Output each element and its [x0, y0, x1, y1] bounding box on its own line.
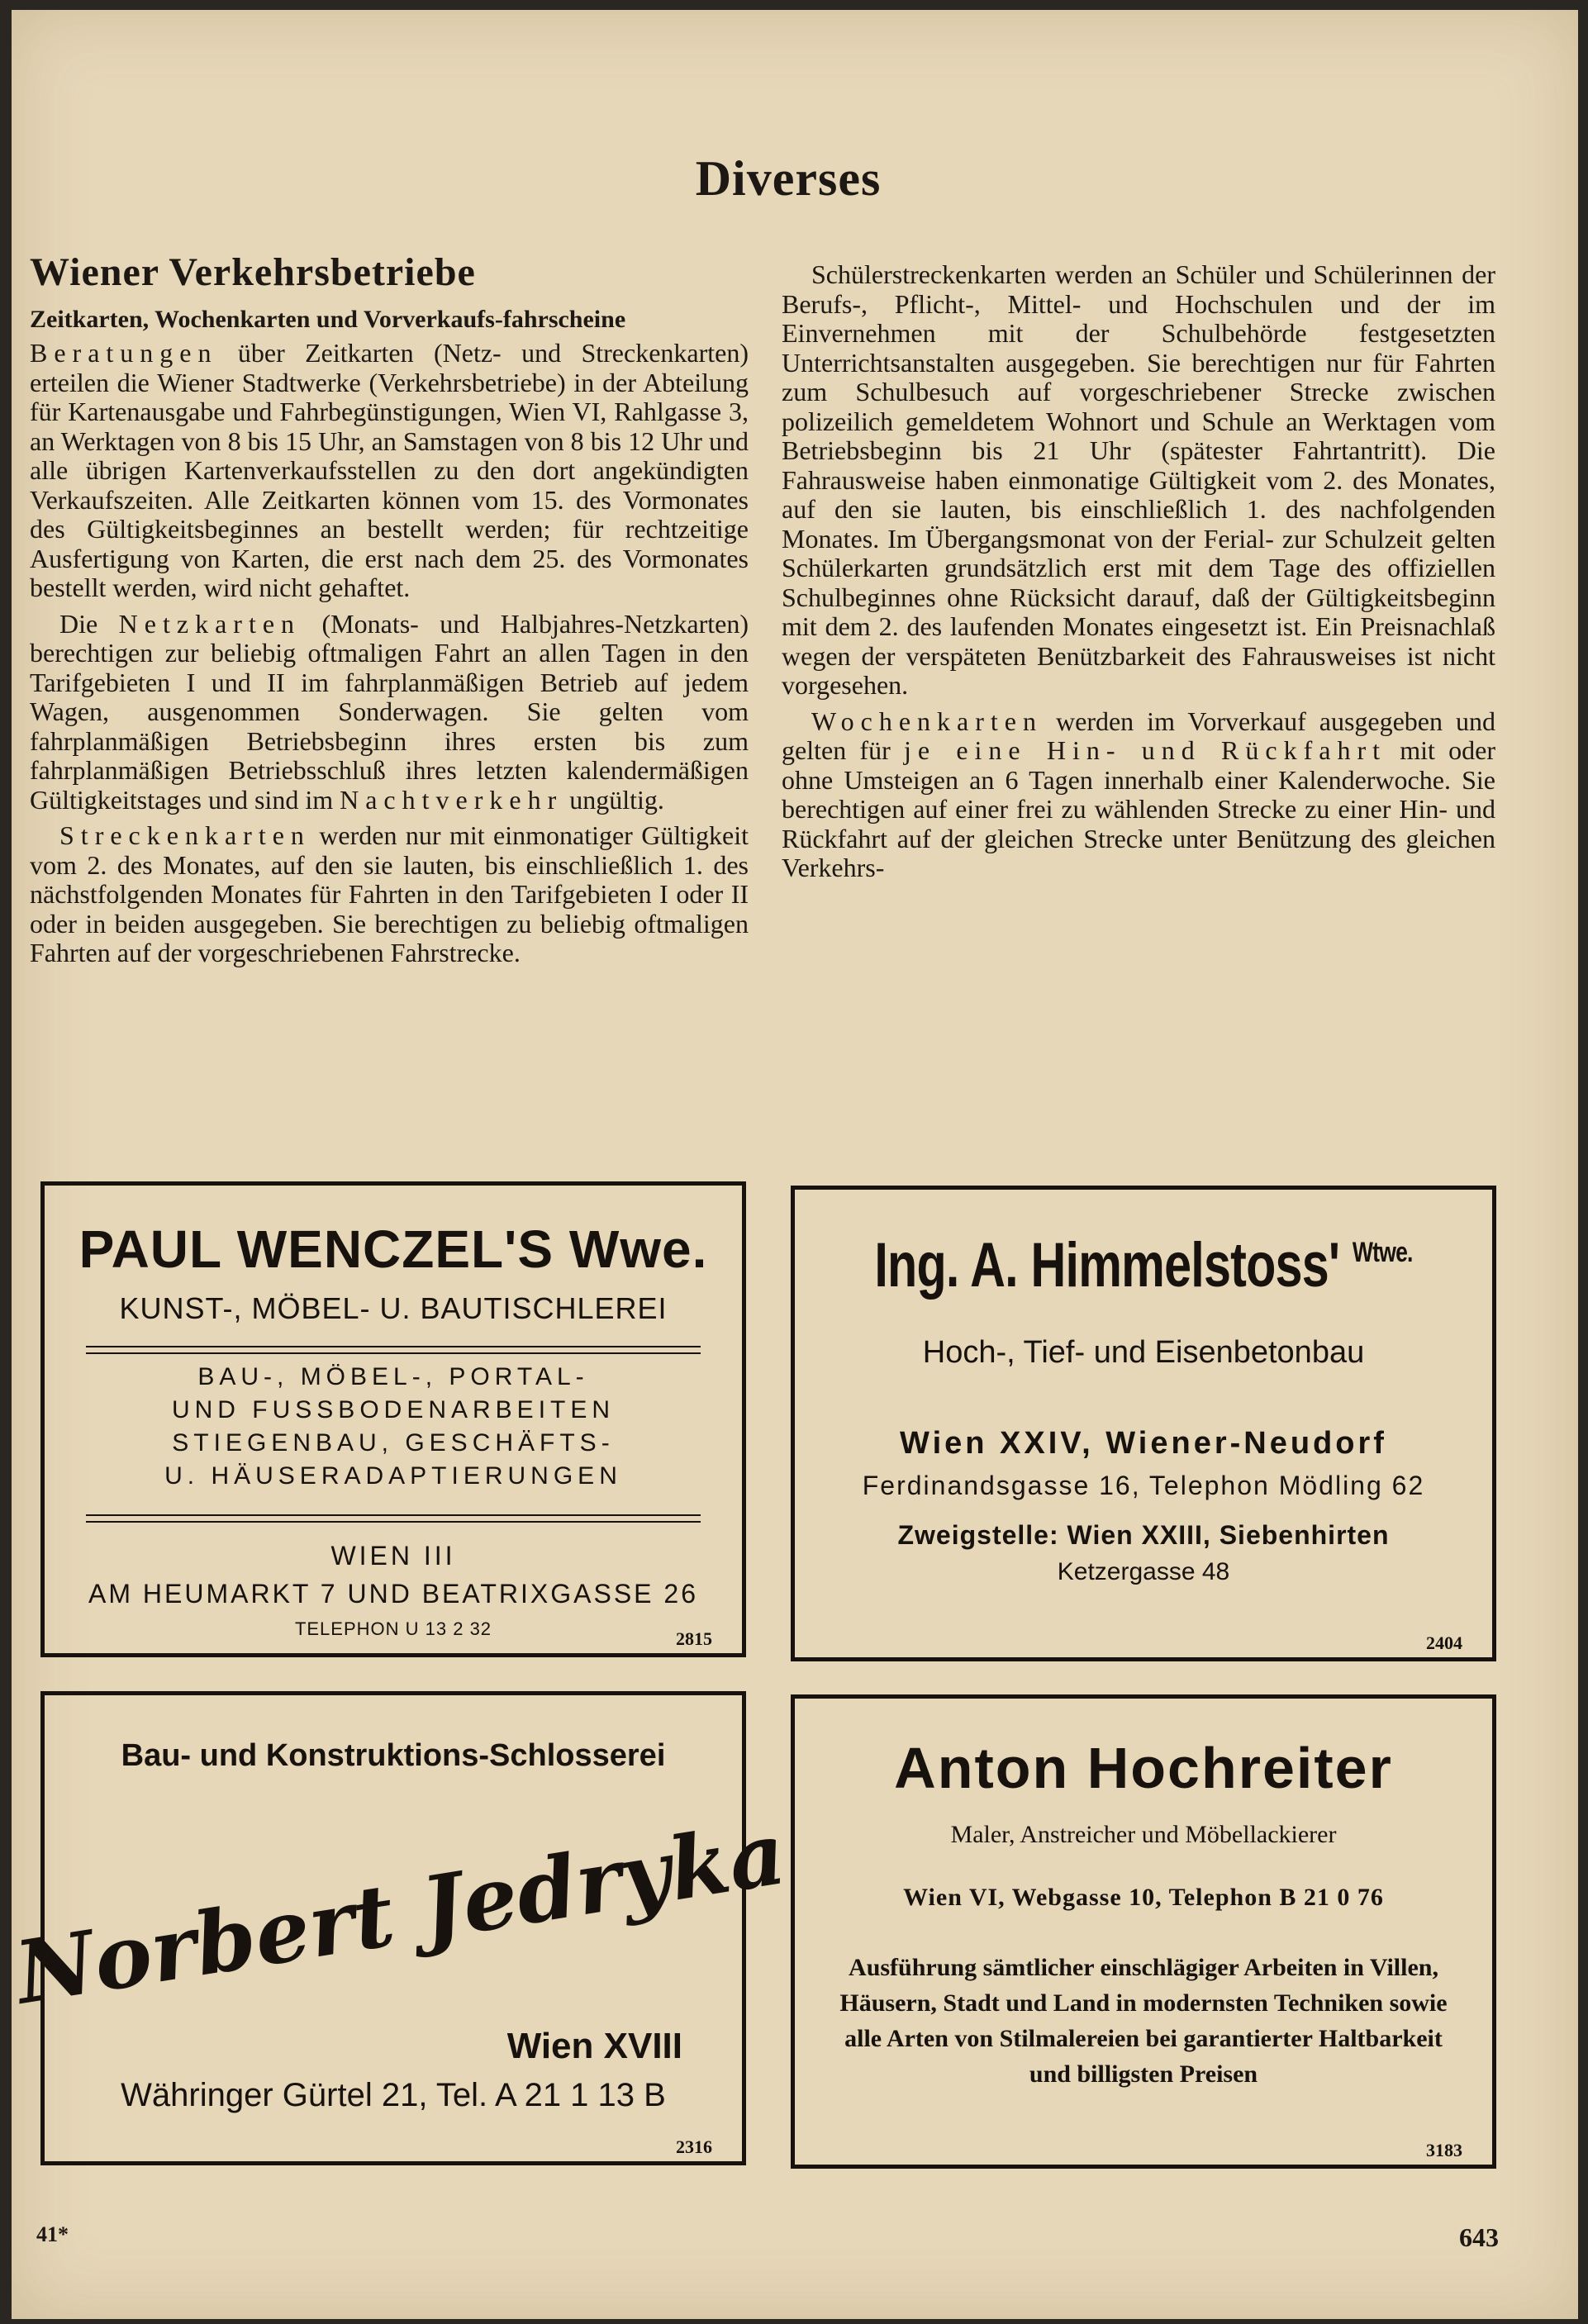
ad-description: Ausführung sämtlicher einschlägiger Arbeiten in Villen, Häusern, Stadt und Land in modernsten Techniken sowie alle Arten von Stilmalereien bei garantierter Haltbarkeit und billigsten Preisen — [839, 1954, 1448, 2088]
ad-service-line: STIEGENBAU, GESCHÄFTS- — [172, 1429, 615, 1457]
spaced-term-nachtverkehr: Nachtverkehr — [340, 784, 563, 815]
paragraph-text: werden nur mit einmonatiger Gültigkeit vom 2. des Monates, auf den sie lauten, bis einschließlich 1. des nächstfolgenden Monates für Fahrten in den Tarifgebieten I oder II oder in beiden ausgegeben. Sie berechtigen zu beliebig oftmaligen Fahrten auf der vorgeschriebenen Fahrstrecke. — [30, 820, 749, 967]
ad-company-name-main: Ing. A. Himmelstoss' — [874, 1230, 1340, 1300]
ad-branch: Zweigstelle: Wien XXIII, Siebenhirten — [897, 1520, 1390, 1550]
ad-wenczel — [40, 1181, 746, 1657]
ad-hochreiter — [791, 1694, 1496, 2169]
ad-trade: Maler, Anstreicher und Möbellackierer — [950, 1821, 1337, 1848]
paragraph-text: ungültig. — [569, 784, 664, 815]
ad-branch-street: Ketzergasse 48 — [1057, 1558, 1230, 1585]
ad-company-name-suffix: Wtwe. — [1352, 1237, 1413, 1268]
paragraph-text: Die — [59, 608, 98, 639]
ad-phone: TELEPHON U 13 2 32 — [294, 1618, 492, 1639]
ad-street: AM HEUMARKT 7 UND BEATRIXGASSE 26 — [88, 1579, 698, 1609]
article-subheading: Zeitkarten, Wochenkarten und Vorverkaufs-fahrscheine — [30, 306, 626, 333]
section-title: Diverses — [695, 151, 882, 206]
paragraph-text: werden im Vorverkauf ausgegeben und gelten für — [782, 706, 1495, 765]
ad-city: Wien XVIII — [506, 2026, 682, 2066]
ad-city: WIEN III — [330, 1541, 456, 1571]
ad-code: 3183 — [1426, 2140, 1462, 2160]
ad-signature-logo — [8, 1802, 792, 2024]
page-number: 643 — [1459, 2222, 1499, 2252]
ad-street: Ferdinandsgasse 16, Telephon Mödling 62 — [862, 1471, 1425, 1500]
paragraph-text: (Monats- und Halbjahres-Netzkarten) berechtigen zur beliebig oftmaligen Fahrt an allen Tagen in den Tarifgebieten I und II im fahrplanmäßigen Betrieb auf jedem Wagen, ausgenommen Sonderwagen. Sie gelten vom fahrplanmäßigen Betriebsbeginn ihres ersten bis zum fahrplanmäßigen Betriebsschluß ihres letzten kalendermäßigen Gültigkeitstages und sind im — [30, 608, 749, 815]
paragraph-lead-streckenkarten: Streckenkarten — [59, 820, 311, 850]
paragraph-lead-wochenkarten: Wochenkarten — [811, 706, 1043, 736]
ad-code: 2316 — [676, 2136, 712, 2157]
ad-code: 2404 — [1426, 1633, 1462, 1653]
ad-company-name: Anton Hochreiter — [894, 1736, 1393, 1800]
ad-city: Wien XXIV, Wiener-Neudorf — [900, 1426, 1387, 1461]
ad-company-name — [872, 1229, 1415, 1301]
ad-trade: Hoch-, Tief- und Eisenbetonbau — [922, 1335, 1365, 1370]
article-column-left — [30, 250, 749, 975]
paragraph-netzkarten — [30, 610, 749, 815]
signature-text: Norbert Jedryka — [8, 1802, 792, 2024]
ad-services — [45, 1361, 742, 1493]
ad-company-name: PAUL WENCZEL'S Wwe. — [78, 1219, 708, 1279]
ad-service-line: U. HÄUSERADAPTIERUNGEN — [164, 1462, 622, 1490]
ad-divider — [86, 1352, 701, 1354]
ad-himmelstoss — [791, 1186, 1496, 1661]
paragraph-wochenkarten — [782, 707, 1495, 883]
ad-code: 2815 — [676, 1628, 712, 1649]
paragraph-lead-netzkarten: Netzkarten — [118, 608, 302, 639]
ad-trade: Bau- und Konstruktions-Schlosserei — [121, 1738, 666, 1773]
ad-service-line: BAU-, MÖBEL-, PORTAL- — [197, 1363, 589, 1390]
ad-jedryka — [8, 1691, 792, 2165]
paragraph-text: mit oder ohne Umsteigen an 6 Tagen innerhalb einer Kalenderwoche. Sie berechtigen auf einer frei zu wählenden Strecke zu einer Hin- und Rückfahrt auf der gleichen Strecke unter Benützung des gleichen Verkehrs- — [782, 735, 1496, 882]
ad-divider — [86, 1514, 701, 1516]
paragraph-lead-beratungen: Beratungen — [30, 338, 218, 368]
ad-trade: KUNST-, MÖBEL- U. BAUTISCHLEREI — [119, 1291, 668, 1325]
page — [8, 10, 1578, 2319]
paragraph-schuelerkarten: Schülerstreckenkarten werden an Schüler und Schülerinnen der Berufs-, Pflicht-, Mittel- und Hochschulen und der im Einvernehmen mit der Schulbehörde festgesetzten Unterrichtsanstalten ausgegeben. Sie berechtigen nur für Fahrten zum Schulbesuch auf vorgeschriebener Strecke zwischen polizeilich gemeldetem Wohnort und Schule an Werktagen vom Betriebsbeginn bis 21 Uhr (spätester Fahrtantritt). Die Fahrausweise haben einmonatige Gültigkeit vom 2. des Monates, auf den sie lauten, bis einschließlich 1. des nachfolgenden Monates. Im Übergangsmonat von der Ferial- zur Schulzeit gelten Schülerkarten grundsätzlich erst mit dem Tage des offiziellen Schulbeginnes ohne Rücksicht darauf, daß der Gültigkeitsbeginn mit dem 2. des laufenden Monates eingesetzt ist. Ein Preisnachlaß wegen der verspäteten Benützbarkeit des Fahrausweises ist nicht vorgesehen. — [782, 259, 1495, 700]
paragraph-beratungen — [30, 339, 749, 603]
paragraph-text: über Zeitkarten (Netz- und Streckenkarten) erteilen die Wiener Stadtwerke (Verkehrsbetriebe) in der Abteilung für Kartenausgabe und Fahrbegünstigungen, Wien VI, Rahlgasse 3, an Werktagen von 8 bis 15 Uhr, an Samstagen von 8 bis 12 Uhr und alle übrigen Kartenverkaufsstellen zu den dort angekündigten Verkaufszeiten. Alle Zeitkarten können vom 15. des Vormonates des Gültigkeitsbeginnes an bestellt werden; für rechtzeitige Ausfertigung von Karten, die erst nach dem 25. des Vormonates bestellt werden, wird nicht gehaftet. — [30, 338, 749, 602]
ad-address: Wien VI, Webgasse 10, Telephon B 21 0 76 — [903, 1884, 1384, 1911]
spaced-term-hin-rueckfahrt: je eine Hin- und Rückfahrt — [904, 735, 1386, 765]
article-column-right — [782, 260, 1495, 890]
ad-street: Währinger Gürtel 21, Tel. A 21 1 13 B — [121, 2077, 666, 2113]
ad-divider — [86, 1521, 701, 1523]
paragraph-streckenkarten — [30, 821, 749, 968]
ad-divider — [86, 1346, 701, 1347]
signature-graphic — [8, 1802, 792, 2024]
ad-service-line: UND FUSSBODENARBEITEN — [171, 1396, 616, 1423]
signature-mark: 41* — [36, 2222, 69, 2246]
article-heading: Wiener Verkehrsbetriebe — [30, 250, 476, 294]
